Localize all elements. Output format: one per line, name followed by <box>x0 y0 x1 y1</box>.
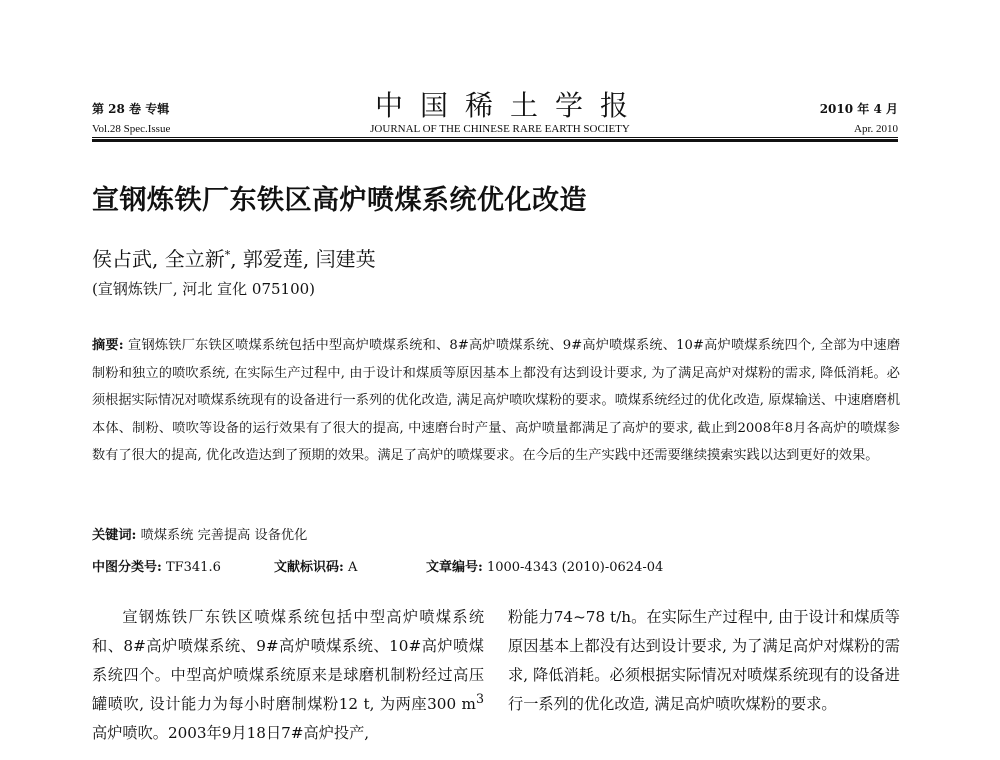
article-title: 宣钢炼铁厂东铁区高炉喷煤系统优化改造 <box>92 185 587 216</box>
authors-part-a: 侯占武, 全立新 <box>92 247 225 271</box>
clc-number <box>92 556 221 575</box>
keywords <box>92 524 307 543</box>
volume-issue-en: Vol.28 Spec.Issue <box>92 123 171 135</box>
article-number-value: 1000-4343 (2010)-0624-04 <box>482 560 664 575</box>
body-column-right: 粉能力74~78 t/h。在实际生产过程中, 由于设计和煤质等原因基本上都没有达到设计要求, 为了满足高炉对煤粉的需求, 降低消耗。必须根据实际情况对喷煤系统现有的设备进行一系列的优化改造, 满足高炉喷吹煤粉的要求。 <box>508 608 900 713</box>
body-left-text-a: 宣钢炼铁厂东铁区喷煤系统包括中型高炉喷煤系统和、8#高炉喷煤系统、9#高炉喷煤系统、10#高炉喷煤系统四个。中型高炉喷煤系统原来是球磨机制粉经过高压罐喷吹, 设计能力为每小时磨制煤粉12 t, 为两座300 m <box>92 608 484 713</box>
journal-title-en: JOURNAL OF THE CHINESE RARE EARTH SOCIETY <box>370 123 630 135</box>
header-rule-thick <box>92 139 898 142</box>
volume-issue-cn: 第 28 卷 专辑 <box>92 102 170 116</box>
keywords-label: 关键词: <box>92 528 137 543</box>
header-rule-thin <box>92 137 898 138</box>
abstract-label: 摘要: <box>92 338 124 353</box>
issue-date-cn: 2010 年 4 月 <box>819 102 898 116</box>
clc-label: 中图分类号: <box>92 560 162 575</box>
article-number-label: 文章编号: <box>426 560 483 575</box>
affiliation: (宣钢炼铁厂, 河北 宣化 075100) <box>92 280 316 298</box>
document-code <box>274 556 357 575</box>
keywords-text: 喷煤系统 完善提高 设备优化 <box>136 528 308 543</box>
abstract-text: 宣钢炼铁厂东铁区喷煤系统包括中型高炉喷煤系统和、8#高炉喷煤系统、9#高炉喷煤系统、10#高炉喷煤系统四个, 全部为中速磨制粉和独立的喷吹系统, 在实际生产过程中, 由于设计和煤质等原因基本上都没有达到设计要求, 为了满足高炉对煤粉的需求, 降低消耗。必须根据实际情况对喷煤系统现有的设备进行一系列的优化改造, 满足高炉喷吹煤粉的要求。喷煤系统经过的优化改造, 原煤输送、中速磨磨机本体、制粉、喷吹等设备的运行效果有了很大的提高, 中速磨台时产量、高炉喷量都满足了高炉的要求, 截止到2008年8月各高炉的喷煤参数有了很大的提高, 优化改造达到了预期的效果。满足了高炉的喷煤要求。在今后的生产实践中还需要继续摸索实践以达到更好的效果。 <box>92 338 901 463</box>
document-code-value: A <box>343 560 358 575</box>
issue-date-en: Apr. 2010 <box>854 123 898 135</box>
corresponding-author-mark: * <box>224 248 231 262</box>
abstract <box>92 332 900 470</box>
author-list <box>92 243 376 272</box>
clc-value: TF341.6 <box>161 560 221 575</box>
superscript-3: 3 <box>475 690 484 706</box>
body-column-left <box>92 603 484 748</box>
authors-part-b: , 郭爱莲, 闫建英 <box>230 247 376 271</box>
document-code-label: 文献标识码: <box>274 560 344 575</box>
journal-title-cn: 中国稀土学报 <box>374 89 645 122</box>
body-left-text-b: 高炉喷吹。2003年9月18日7#高炉投产, <box>92 724 370 742</box>
article-number <box>426 556 663 575</box>
